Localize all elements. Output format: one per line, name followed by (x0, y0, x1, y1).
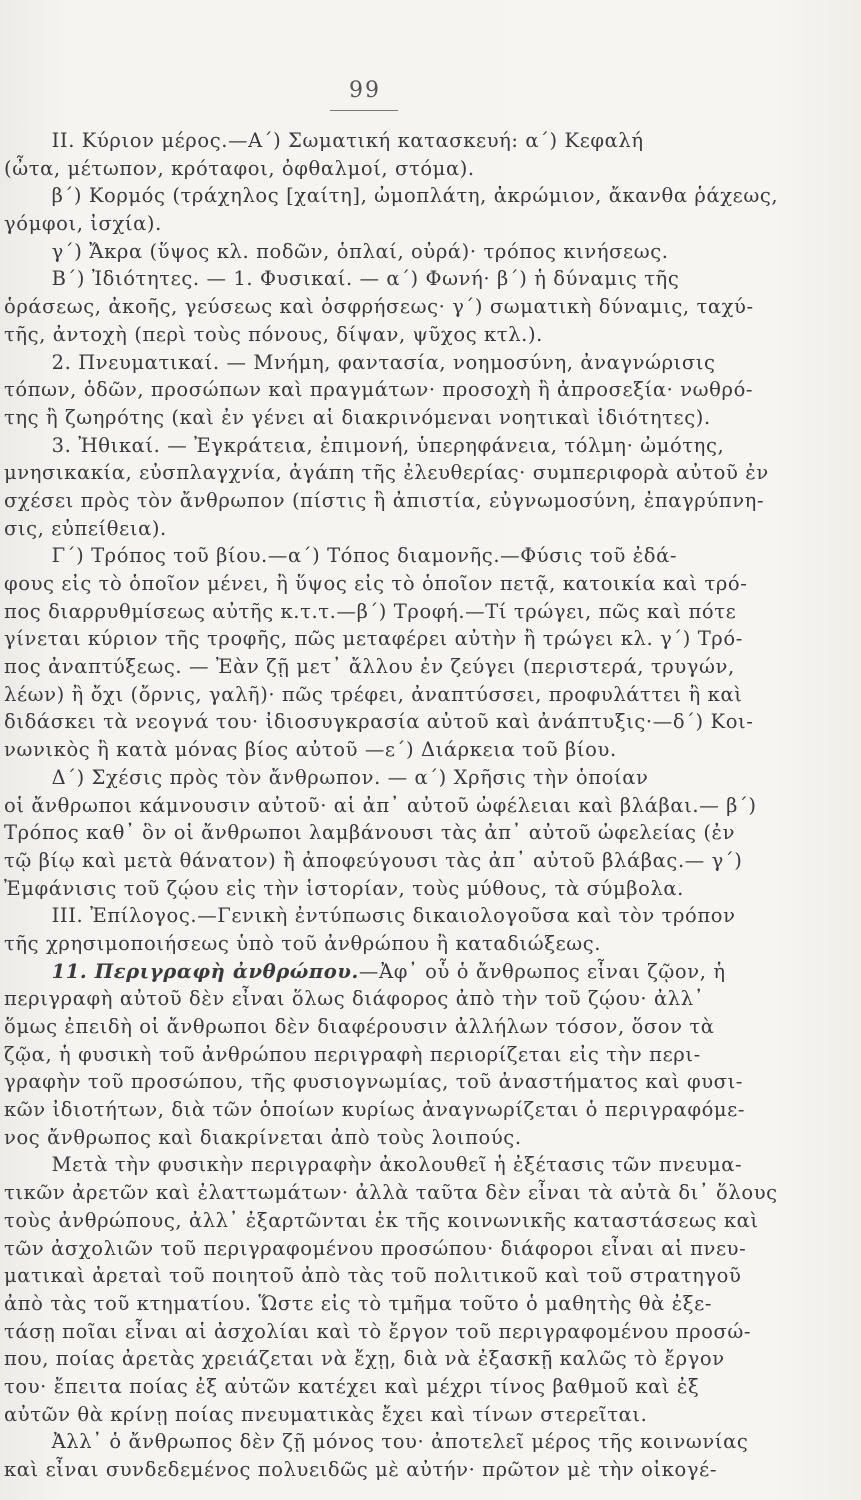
text-line: III. Ἐπίλογος.—Γενικὴ ἐντύπωσις δικαιολογοῦσα καὶ τὸν τρόπον (4, 904, 736, 928)
text-line: τῷ βίῳ καὶ μετὰ θάνατον) ἢ ἀποφεύγουσι τὰς ἀπ᾽ αὐτοῦ βλάβας.— γ΄) (4, 848, 743, 872)
text-line: τόπων, ὁδῶν, προσώπων καὶ πραγμάτων· προσοχὴ ἢ ἀπροσεξία· νωθρό- (4, 378, 754, 402)
text-line: ὅμως ἐπειδὴ οἱ ἄνθρωποι δὲν διαφέρουσιν ἀλλήλων τόσον, ὅσον τὰ (4, 1015, 715, 1038)
text-line: οἱ ἄνθρωποι κάμνουσιν αὐτοῦ· αἱ ἀπ᾽ αὐτοῦ ὠφέλειαι καὶ βλάβαι.— β΄) (4, 793, 757, 817)
text-line: σις, εὐπείθεια). (4, 516, 167, 540)
text-line: τῆς, ἀντοχὴ (περὶ τοὺς πόνους, δίψαν, ψῦχος κτλ.). (4, 322, 543, 346)
page-number-rule (330, 110, 398, 111)
section-heading: 11. Περιγραφὴ ἀνθρώπου. (51, 959, 359, 983)
text-line: Τρόπος καθ᾽ ὃν οἱ ἄνθρωποι λαμβάνουσι τὰς ἀπ᾽ αὐτοῦ ὠφελείας (ἐν (4, 821, 736, 845)
text-block-human-description (4, 985, 778, 1483)
text-line: νωνικὸς ἢ κατὰ μόνας βίος αὐτοῦ —ε΄) Διάρκεια τοῦ βίου. (4, 738, 617, 762)
text-line: τῶν ἀσχολιῶν τοῦ περιγραφομένου προσώπου· διάφοροι εἶναι αἱ πνευ- (4, 1236, 747, 1260)
page-number: 99 (349, 78, 381, 103)
text-line: πος ἀναπτύξεως. — Ἐὰν ζῇ μετ᾽ ἄλλου ἐν ζεύγει (περιστερά, τρυγών, (4, 655, 735, 679)
text-line: νος ἄνθρωπος καὶ διακρίνεται ἀπὸ τοὺς λοιπούς. (4, 1125, 522, 1149)
text-line: της ἢ ζωηρότης (καὶ ἐν γένει αἱ διακρινόμεναι νοητικαὶ ἰδιότητες). (4, 405, 711, 429)
text-line: γόμφοι, ἰσχία). (4, 212, 162, 236)
text-line: τικῶν ἀρετῶν καὶ ἐλαττωμάτων· ἀλλὰ ταῦτα δὲν εἶναι τὰ αὐτὰ δι᾽ ὅλους (4, 1181, 778, 1205)
text-line: τοὺς ἀνθρώπους, ἀλλ᾽ ἐξαρτῶνται ἐκ τῆς κοινωνικῆς καταστάσεως καὶ (4, 1208, 759, 1232)
text-line: πος διαρρυθμίσεως αὐτῆς κ.τ.τ.—β΄) Τροφή.—Τί τρώγει, πῶς καὶ πότε (4, 599, 737, 623)
section-11-first-line (4, 958, 724, 986)
text-line: 3. Ἠθικαί. — Ἐγκράτεια, ἐπιμονή, ὑπερηφάνεια, τόλμη· ὠμότης, (4, 433, 725, 457)
text-line: διδάσκει τὰ νεογνά του· ἰδιοσυγκρασία αὐτοῦ καὶ ἀνάπτυξις·—δ΄) Κοι- (4, 710, 754, 734)
text-line: μνησικακία, εὐσπλαγχνία, ἀγάπη τῆς ἐλευθερίας· συμπεριφορὰ αὐτοῦ ἐν (4, 461, 769, 485)
text-line: γραφὴν τοῦ προσώπου, τῆς φυσιογνωμίας, τοῦ ἀναστήματος καὶ φυσι- (4, 1070, 743, 1094)
text-line: περιγραφὴ αὐτοῦ δὲν εἶναι ὅλως διάφορος ἀπὸ τὴν τοῦ ζῴου· ἀλλ᾽ (4, 987, 705, 1011)
text-line: ματικαὶ ἀρεταὶ τοῦ ποιητοῦ ἀπὸ τὰς τοῦ πολιτικοῦ καὶ τοῦ στρατηγοῦ (4, 1264, 742, 1288)
text-line: Μετὰ τὴν φυσικὴν περιγραφὴν ἀκολουθεῖ ἡ ἐξέτασις τῶν πνευμα- (4, 1153, 743, 1177)
text-line: που, ποίας ἀρετὰς χρειάζεται νὰ ἔχῃ, διὰ νὰ ἐξασκῇ καλῶς τὸ ἔργον (4, 1347, 725, 1371)
text-line: ζῷα, ἡ φυσικὴ τοῦ ἀνθρώπου περιγραφὴ περιορίζεται εἰς τὴν περι- (4, 1042, 701, 1066)
text-line: Ἀλλ᾽ ὁ ἄνθρωπος δὲν ζῇ μόνος του· ἀποτελεῖ μέρος τῆς κοινωνίας (4, 1430, 749, 1454)
body-text (4, 127, 779, 1484)
text-line: ὁράσεως, ἀκοῆς, γεύσεως καὶ ὀσφρήσεως· γ΄) σωματικὴ δύναμις, ταχύ- (4, 295, 754, 319)
text-line: γ΄) Ἄκρα (ὕψος κλ. ποδῶν, ὁπλαί, οὐρά)· τρόπος κινήσεως. (4, 239, 669, 263)
text-line: 2. Πνευματικαί. — Μνήμη, φαντασία, νοημοσύνη, ἀναγνώρισις (4, 350, 716, 374)
text-line: φους εἰς τὸ ὁποῖον μένει, ἢ ὕψος εἰς τὸ ὁποῖον πετᾷ, κατοικία καὶ τρό- (4, 572, 748, 595)
text-line: Ἐμφάνισις τοῦ ζῴου εἰς τὴν ἱστορίαν, τοὺς μύθους, τὰ σύμβολα. (4, 876, 684, 900)
text-block-animal-outline (4, 127, 779, 958)
text-line: (ὦτα, μέτωπον, κρόταφοι, ὀφθαλμοί, στόμα). (4, 156, 475, 180)
text-line: Β΄) Ἰδιότητες. — 1. Φυσικαί. — α΄) Φωνή· β΄) ἡ δύναμις τῆς (4, 267, 680, 291)
text-line: καὶ εἶναι συνδεδεμένος πολυειδῶς μὲ αὐτήν· πρῶτον μὲ τὴν οἰκογέ- (4, 1458, 718, 1481)
text-line: Δ΄) Σχέσις πρὸς τὸν ἄνθρωπον. — α΄) Χρῆσις τὴν ὁποίαν (4, 765, 649, 789)
section-11-opening: —Ἀφ᾽ οὗ ὁ ἄνθρωπος εἶναι ζῷον, ἡ (358, 959, 726, 983)
text-line: αὐτῶν θὰ κρίνῃ ποίας πνευματικὰς ἔχει καὶ τίνων στερεῖται. (4, 1402, 648, 1426)
text-line: του· ἔπειτα ποίας ἐξ αὐτῶν κατέχει καὶ μέχρι τίνος βαθμοῦ καὶ ἐξ (4, 1374, 700, 1398)
text-line: Γ΄) Τρόπος τοῦ βίου.—α΄) Τόπος διαμονῆς.—Φύσις τοῦ ἐδά- (4, 544, 678, 568)
text-line: ἀπὸ τὰς τοῦ κτηματίου. Ὥστε εἰς τὸ τμῆμα τοῦτο ὁ μαθητὴς θὰ ἐξε- (4, 1291, 713, 1315)
text-line: λέων) ἢ ὄχι (ὄρνις, γαλῆ)· πῶς τρέφει, ἀναπτύσσει, προφυλάττει ἢ καὶ (4, 682, 743, 706)
text-line: σχέσει πρὸς τὸν ἄνθρωπον (πίστις ἢ ἀπιστία, εὐγνωμοσύνη, ἐπαγρύπνη- (4, 488, 765, 512)
text-line: κῶν ἰδιοτήτων, διὰ τῶν ὁποίων κυρίως ἀναγνωρίζεται ὁ περιγραφόμε- (4, 1098, 746, 1122)
text-line: τῆς χρησιμοποιήσεως ὑπὸ τοῦ ἀνθρώπου ἢ καταδιώξεως. (4, 931, 602, 955)
text-line: β΄) Κορμός (τράχηλος [χαίτη], ὠμοπλάτη, ἀκρώμιον, ἄκανθα ῥάχεως, (4, 184, 779, 208)
text-line: γίνεται κύριον τῆς τροφῆς, πῶς μεταφέρει αὐτὴν ἢ τρώγει κλ. γ΄) Τρό- (4, 627, 743, 651)
text-line: II. Κύριον μέρος.—Α΄) Σωματική κατασκευή: α΄) Κεφαλή (4, 129, 644, 152)
text-line: τάσῃ ποῖαι εἶναι αἱ ἀσχολίαι καὶ τὸ ἔργον τοῦ περιγραφομένου προσώ- (4, 1319, 752, 1343)
